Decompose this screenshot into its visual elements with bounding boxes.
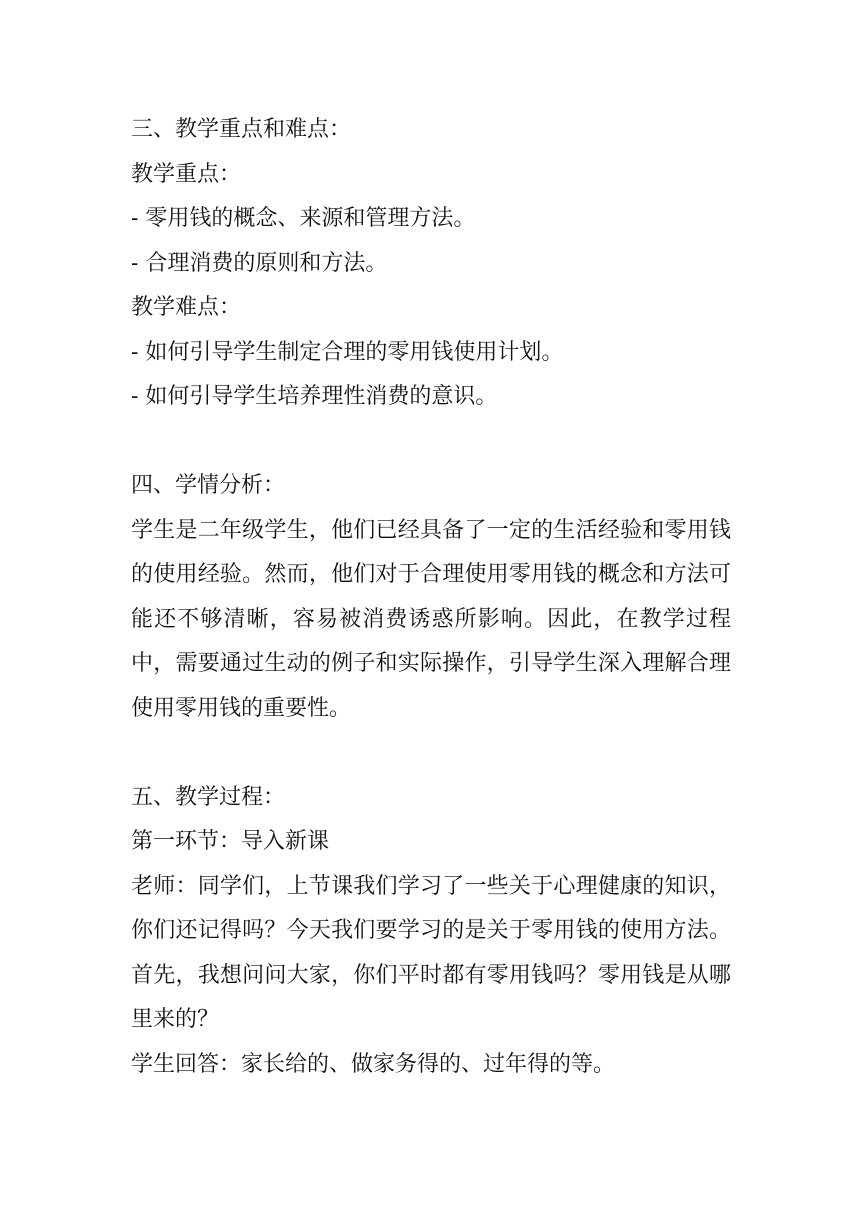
section4-heading: 四、学情分析： xyxy=(131,473,286,498)
key-point-item: - 零用钱的概念、来源和管理方法。 xyxy=(131,206,476,231)
blank-line xyxy=(131,420,731,465)
difficulty-item: - 如何引导学生制定合理的零用钱使用计划。 xyxy=(131,339,564,365)
key-points-label: 教学重点： xyxy=(131,161,242,187)
section3-heading: 三、教学重点和难点： xyxy=(131,117,352,142)
learner-analysis-paragraph: 学生是二年级学生，他们已经具备了一定的生活经验和零用钱的使用经验。然而，他们对于合理使用零用钱的概念和方法可能还不够清晰，容易被消费诱惑所影响。因此，在教学过程中，需要通过生动的例子和实际操作，引导学生深入理解合理使用零用钱的重要性。 xyxy=(131,517,731,721)
blank-line xyxy=(131,731,731,776)
section5-heading: 五、教学过程： xyxy=(131,784,286,810)
difficulties-label: 教学难点： xyxy=(131,295,242,320)
difficulty-item: - 如何引导学生培养理性消费的意识。 xyxy=(131,384,498,409)
key-point-item: - 合理消费的原则和方法。 xyxy=(131,250,388,276)
student-answer: 学生回答：家长给的、做家务得的、过年得的等。 xyxy=(131,1051,616,1077)
teacher-dialogue: 老师：同学们，上节课我们学习了一些关于心理健康的知识，你们还记得吗？今天我们要学习的是关于零用钱的使用方法。首先，我想问问大家，你们平时都有零用钱吗？零用钱是从哪里来的？ xyxy=(131,873,731,1032)
document-body xyxy=(131,108,731,1087)
step1-title: 第一环节：导入新课 xyxy=(131,829,330,854)
